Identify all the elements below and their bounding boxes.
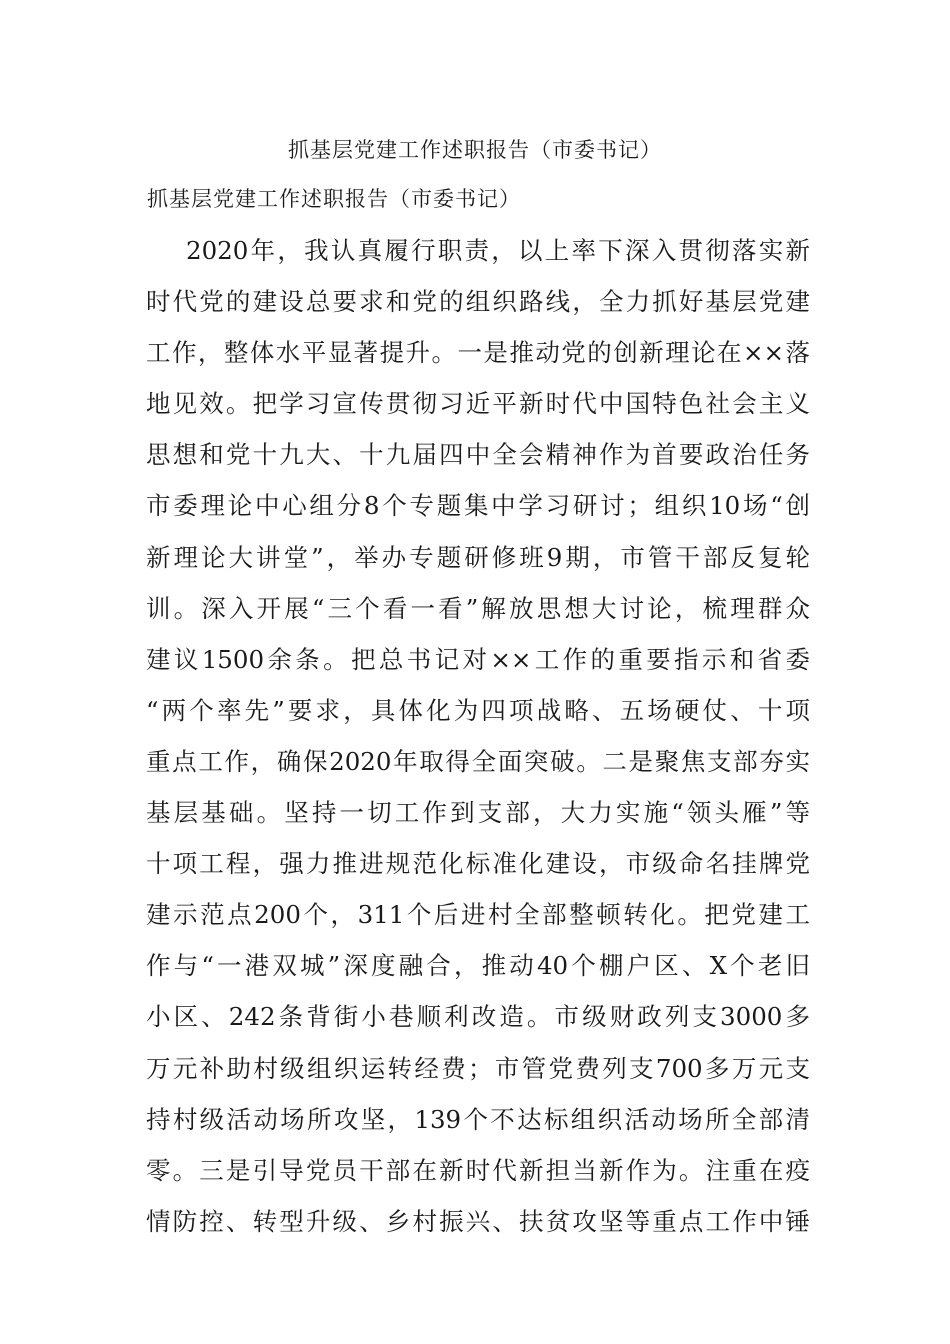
body-line: 重点工作，确保2020年取得全面突破。二是聚焦支部夯实 bbox=[146, 746, 810, 776]
body-line: 思想和党十九大、十九届四中全会精神作为首要政治任务 bbox=[146, 440, 810, 470]
body-line: 地见效。把学习宣传贯彻习近平新时代中国特色社会主义 bbox=[146, 389, 810, 419]
body-line: 零。三是引导党员干部在新时代新担当新作为。注重在疫 bbox=[146, 1155, 810, 1185]
body-line: 工作，整体水平显著提升。一是推动党的创新理论在××落 bbox=[146, 338, 810, 368]
body-line: 建议1500余条。把总书记对××工作的重要指示和省委 bbox=[146, 644, 810, 674]
body-line: 2020年，我认真履行职责，以上率下深入贯彻落实新 bbox=[186, 236, 810, 265]
body-line: 基层基础。坚持一切工作到支部，大力实施“领头雁”等 bbox=[146, 798, 810, 828]
body-line: 情防控、转型升级、乡村振兴、扶贫攻坚等重点工作中锤 bbox=[146, 1206, 810, 1236]
body-line: 市委理论中心组分8个专题集中学习研讨；组织10场“创 bbox=[146, 491, 810, 521]
body-line: 时代党的建设总要求和党的组织路线，全力抓好基层党建 bbox=[146, 287, 810, 317]
body-line: “两个率先”要求，具体化为四项战略、五场硬仗、十项 bbox=[146, 695, 810, 725]
body-line: 万元补助村级组织运转经费；市管党费列支700多万元支 bbox=[146, 1053, 810, 1083]
body-line: 训。深入开展“三个看一看”解放思想大讨论，梳理群众 bbox=[146, 593, 810, 623]
document-title: 抓基层党建工作述职报告（市委书记） bbox=[288, 138, 662, 162]
body-line: 小区、242条背街小巷顺利改造。市级财政列支3000多 bbox=[146, 1002, 810, 1032]
body-line: 新理论大讲堂”，举办专题研修班9期，市管干部反复轮 bbox=[146, 542, 810, 572]
document-subtitle: 抓基层党建工作述职报告（市委书记） bbox=[147, 187, 521, 211]
body-line: 十项工程，强力推进规范化标准化建设，市级命名挂牌党 bbox=[146, 849, 810, 879]
body-line: 作与“一港双城”深度融合，推动40个棚户区、X个老旧 bbox=[146, 951, 810, 981]
body-paragraph bbox=[146, 233, 810, 1255]
body-line: 持村级活动场所攻坚，139个不达标组织活动场所全部清 bbox=[146, 1104, 810, 1134]
body-line: 建示范点200个，311个后进村全部整顿转化。把党建工 bbox=[146, 900, 810, 930]
